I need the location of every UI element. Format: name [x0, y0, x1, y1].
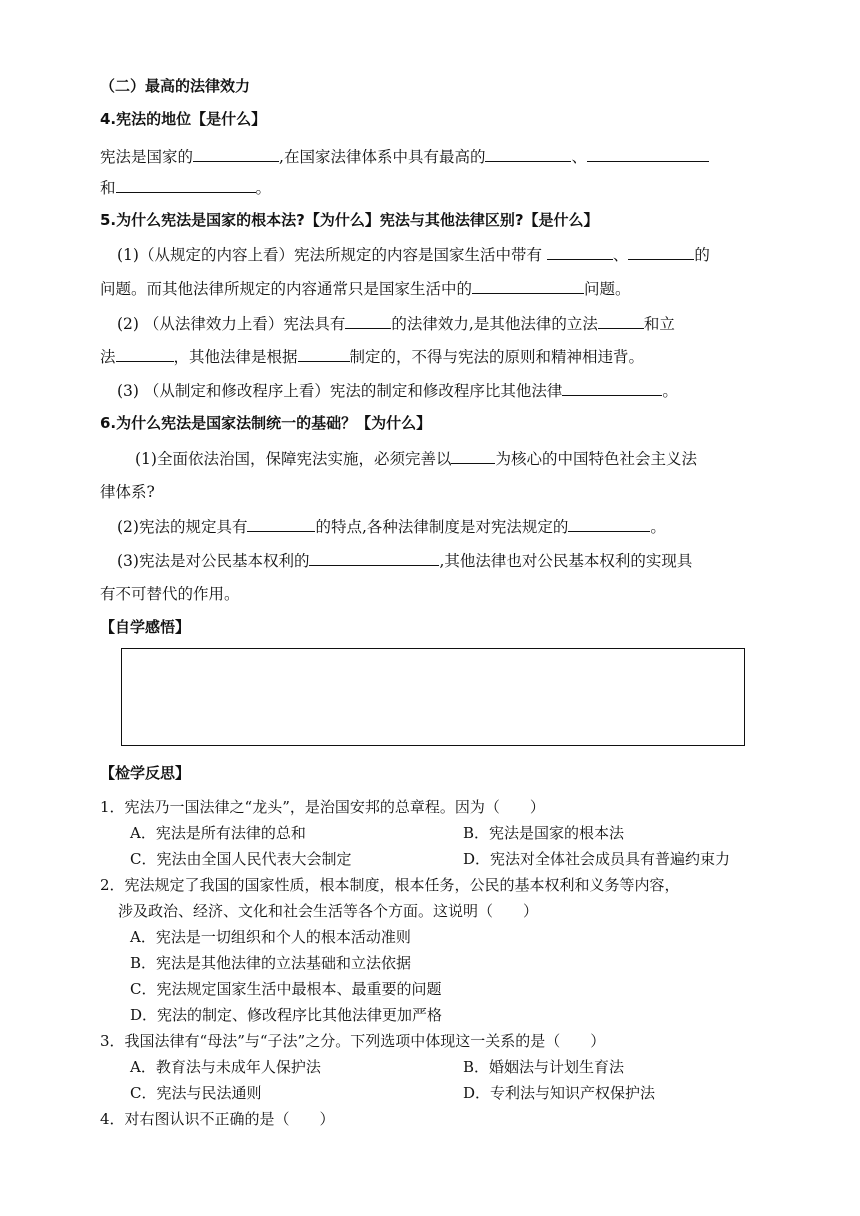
- mc-1-option-d[interactable]: D．宪法对全体社会成员具有普遍约束力: [463, 850, 731, 868]
- mc-2-stem-line-2: 涉及政治、经济、文化和社会生活等各个方面。这说明（ ）: [118, 902, 539, 920]
- blank[interactable]: [587, 146, 709, 162]
- blank[interactable]: [547, 244, 613, 260]
- question-6-item-3-line-1: [117, 550, 692, 571]
- mc-3-option-a[interactable]: A．教育法与未成年人保护法: [130, 1058, 321, 1076]
- question-6-item-2: [117, 516, 666, 537]
- mc-3-option-d[interactable]: D．专利法与知识产权保护法: [463, 1084, 656, 1102]
- blank[interactable]: [298, 346, 350, 362]
- blank[interactable]: [451, 448, 495, 464]
- text: 。: [662, 382, 678, 400]
- question-5-item-2-line-1: [117, 313, 675, 334]
- mc-2-stem: 2．宪法规定了我国的国家性质，根本制度，根本任务，公民的基本权利和义务等内容，: [100, 876, 680, 894]
- text: 和: [100, 179, 116, 197]
- blank[interactable]: [598, 313, 644, 329]
- text: (3) （从制定和修改程序上看）宪法的制定和修改程序比其他法律: [117, 382, 563, 400]
- mc-2-option-a[interactable]: A．宪法是一切组织和个人的根本活动准则: [130, 928, 411, 946]
- mc-3-stem: 3．我国法律有“母法”与“子法”之分。下列选项中体现这一关系的是（ ）: [100, 1032, 606, 1050]
- text: 、: [571, 148, 587, 166]
- question-4-title: 4.宪法的地位【是什么】: [100, 110, 267, 128]
- text: (1)（从规定的内容上看）宪法所规定的内容是国家生活中带有: [117, 246, 547, 264]
- mc-1-option-b[interactable]: B．宪法是国家的根本法: [463, 824, 625, 842]
- text: (2)宪法的规定具有: [117, 518, 248, 536]
- text: ，其他法律是根据: [173, 348, 298, 366]
- blank[interactable]: [309, 550, 439, 566]
- blank[interactable]: [345, 313, 391, 329]
- blank[interactable]: [628, 244, 694, 260]
- self-study-title: 【自学感悟】: [100, 618, 191, 636]
- blank[interactable]: [562, 380, 662, 396]
- text: (1)全面依法治国，保障宪法实施，必须完善以: [135, 450, 452, 468]
- blank[interactable]: [485, 146, 571, 162]
- text: (2) （从法律效力上看）宪法具有: [117, 315, 346, 333]
- mc-4-stem: 4．对右图认识不正确的是（ ）: [100, 1110, 335, 1128]
- question-6-title: 6.为什么宪法是国家法制统一的基础？【为什么】: [100, 414, 432, 432]
- mc-1-option-c[interactable]: C．宪法由全国人民代表大会制定: [130, 850, 352, 868]
- text: 、: [612, 246, 629, 264]
- text: 法: [100, 348, 116, 366]
- text: 问题。而其他法律所规定的内容通常只是国家生活中的: [100, 280, 473, 298]
- question-5-item-2-line-2: [100, 346, 644, 367]
- text: 的法律效力,是其他法律的立法: [391, 315, 598, 333]
- section-title: （二）最高的法律效力: [100, 77, 251, 95]
- blank[interactable]: [472, 278, 584, 294]
- question-6-item-3-line-2: 有不可替代的作用。: [100, 585, 240, 603]
- question-6-item-1-line-2: 律体系?: [100, 483, 155, 501]
- question-5-title: 5.为什么宪法是国家的根本法?【为什么】宪法与其他法律区别?【是什么】: [100, 211, 599, 229]
- question-6-item-1-line-1: [135, 448, 697, 469]
- mc-2-option-b[interactable]: B．宪法是其他法律的立法基础和立法依据: [130, 954, 412, 972]
- mc-1-stem: 1．宪法乃一国法律之“龙头”，是治国安邦的总章程。因为（ ）: [100, 798, 545, 816]
- text: 。: [255, 179, 272, 197]
- mc-2-option-c[interactable]: C．宪法规定国家生活中最根本、最重要的问题: [130, 980, 442, 998]
- question-4-line-2: [100, 177, 271, 198]
- text: 的: [694, 246, 710, 264]
- mc-3-option-b[interactable]: B．婚姻法与计划生育法: [463, 1058, 625, 1076]
- mc-3-option-c[interactable]: C．宪法与民法通则: [130, 1084, 262, 1102]
- mc-1-option-a[interactable]: A．宪法是所有法律的总和: [130, 824, 306, 842]
- question-5-item-1-line-2: [100, 278, 631, 299]
- text: ,其他法律也对公民基本权利的实现具: [439, 552, 693, 570]
- blank[interactable]: [116, 346, 174, 362]
- question-5-item-3: [117, 380, 678, 401]
- review-title: 【检学反思】: [100, 764, 191, 782]
- question-4-line-1: [100, 146, 709, 167]
- text: ,在国家法律体系中具有最高的: [279, 148, 486, 166]
- text: 宪法是国家的: [100, 148, 194, 166]
- blank[interactable]: [193, 146, 279, 162]
- mc-2-option-d[interactable]: D．宪法的制定、修改程序比其他法律更加严格: [130, 1006, 443, 1024]
- blank[interactable]: [247, 516, 315, 532]
- blank[interactable]: [568, 516, 650, 532]
- question-5-item-1-line-1: [117, 244, 710, 265]
- text: 为核心的中国特色社会主义法: [495, 450, 697, 468]
- self-study-answer-box[interactable]: [121, 648, 745, 746]
- text: 制定的，不得与宪法的原则和精神相违背。: [349, 348, 645, 366]
- text: 。: [650, 518, 666, 536]
- text: 的特点,各种法律制度是对宪法规定的: [315, 518, 569, 536]
- text: (3)宪法是对公民基本权利的: [117, 552, 310, 570]
- text: 问题。: [584, 280, 631, 298]
- blank[interactable]: [116, 177, 256, 193]
- text: 和立: [643, 315, 675, 333]
